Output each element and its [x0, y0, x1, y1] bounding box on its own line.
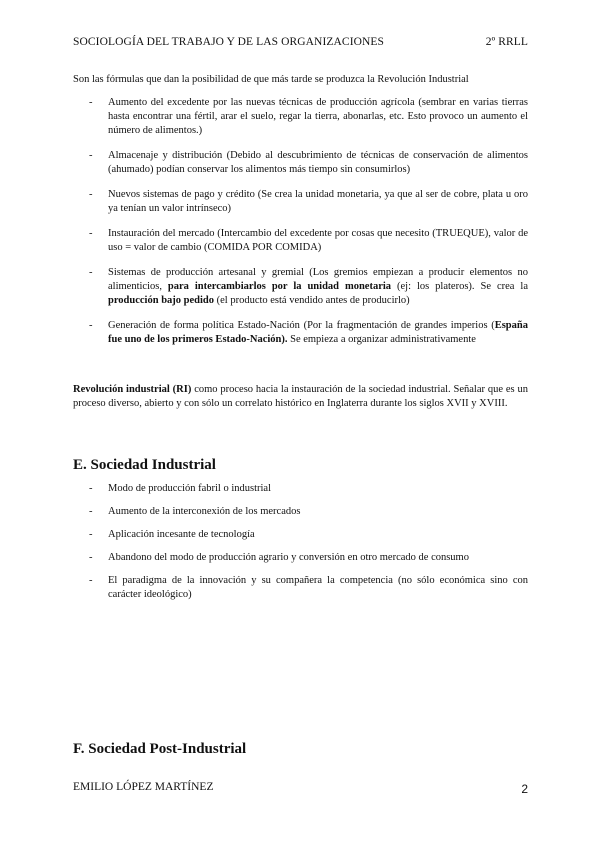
industrial-society-list: [73, 482, 528, 611]
list-item: - Modo de producción fabril o industrial: [89, 483, 272, 494]
footer-author: EMILIO LÓPEZ MARTÍNEZ: [73, 781, 214, 793]
list-item: - El paradigma de la innovación y su compañera la competencia (no sólo económica sino con carácter ideológico): [89, 575, 528, 600]
list-item: - Aumento del excedente por las nuevas técnicas de producción agrícola (sembrar en varias tierras hasta encontrar una fértil, arar el suelo, regar la tierra, abonarlas, etc. Esto provoco un aumento el número de alimentos.): [89, 97, 528, 136]
header-course: 2º RRLL: [485, 36, 528, 48]
ri-paragraph: Revolución industrial (RI) como proceso hacia la instauración de la sociedad industrial. Señalar que es un proceso diverso, abierto y con sólo un correlato histórico en Inglaterra durante los siglos XVII y XVIII.: [73, 384, 528, 409]
page-number: 2: [521, 782, 528, 796]
list-item: - Instauración del mercado (Intercambio del excedente por cosas que necesito (TRUEQUE), valor de uso = valor de cambio (COMIDA POR COMIDA): [89, 228, 528, 253]
section-heading-f: F. Sociedad Post-Industrial: [73, 741, 247, 757]
list-item: - Generación de forma política Estado-Nación (Por la fragmentación de grandes imperios (España fue uno de los primeros Estado-Nación). Se empieza a organizar administrativamente: [89, 320, 528, 345]
pre-industrial-list: [73, 96, 528, 358]
list-item: - Almacenaje y distribución (Debido al descubrimiento de técnicas de conservación de alimentos (ahumado) podían conservar los alimentos más tiempo sin consumirlos): [89, 150, 528, 175]
section-heading-e: E. Sociedad Industrial: [73, 457, 216, 473]
bold-text: producción bajo pedido: [108, 295, 214, 306]
bold-text: España fue uno de los primeros Estado-Nación).: [108, 320, 528, 345]
list-item: - Sistemas de producción artesanal y gremial (Los gremios empiezan a producir elementos no alimenticios, para intercambiarlos por la unidad monetaria (ej: los plateros). Se crea la producción bajo pedido (el producto está vendido antes de producirlo): [89, 267, 528, 306]
bold-text: para intercambiarlos por la unidad monetaria: [167, 281, 392, 292]
list-item: - Aumento de la interconexión de los mercados: [89, 506, 301, 517]
ri-term: Revolución industrial (RI): [73, 384, 192, 395]
list-item: - Nuevos sistemas de pago y crédito (Se crea la unidad monetaria, ya que al ser de cobre, plata u oro ya tenían un valor intrínseco): [89, 189, 528, 214]
list-item: - Aplicación incesante de tecnología: [89, 529, 255, 540]
intro-text: Son las fórmulas que dan la posibilidad de que más tarde se produzca la Revolución Industrial: [73, 74, 469, 85]
list-item: - Abandono del modo de producción agrario y conversión en otro mercado de consumo: [89, 552, 469, 563]
header-title: SOCIOLOGÍA DEL TRABAJO Y DE LAS ORGANIZACIONES: [73, 36, 385, 48]
